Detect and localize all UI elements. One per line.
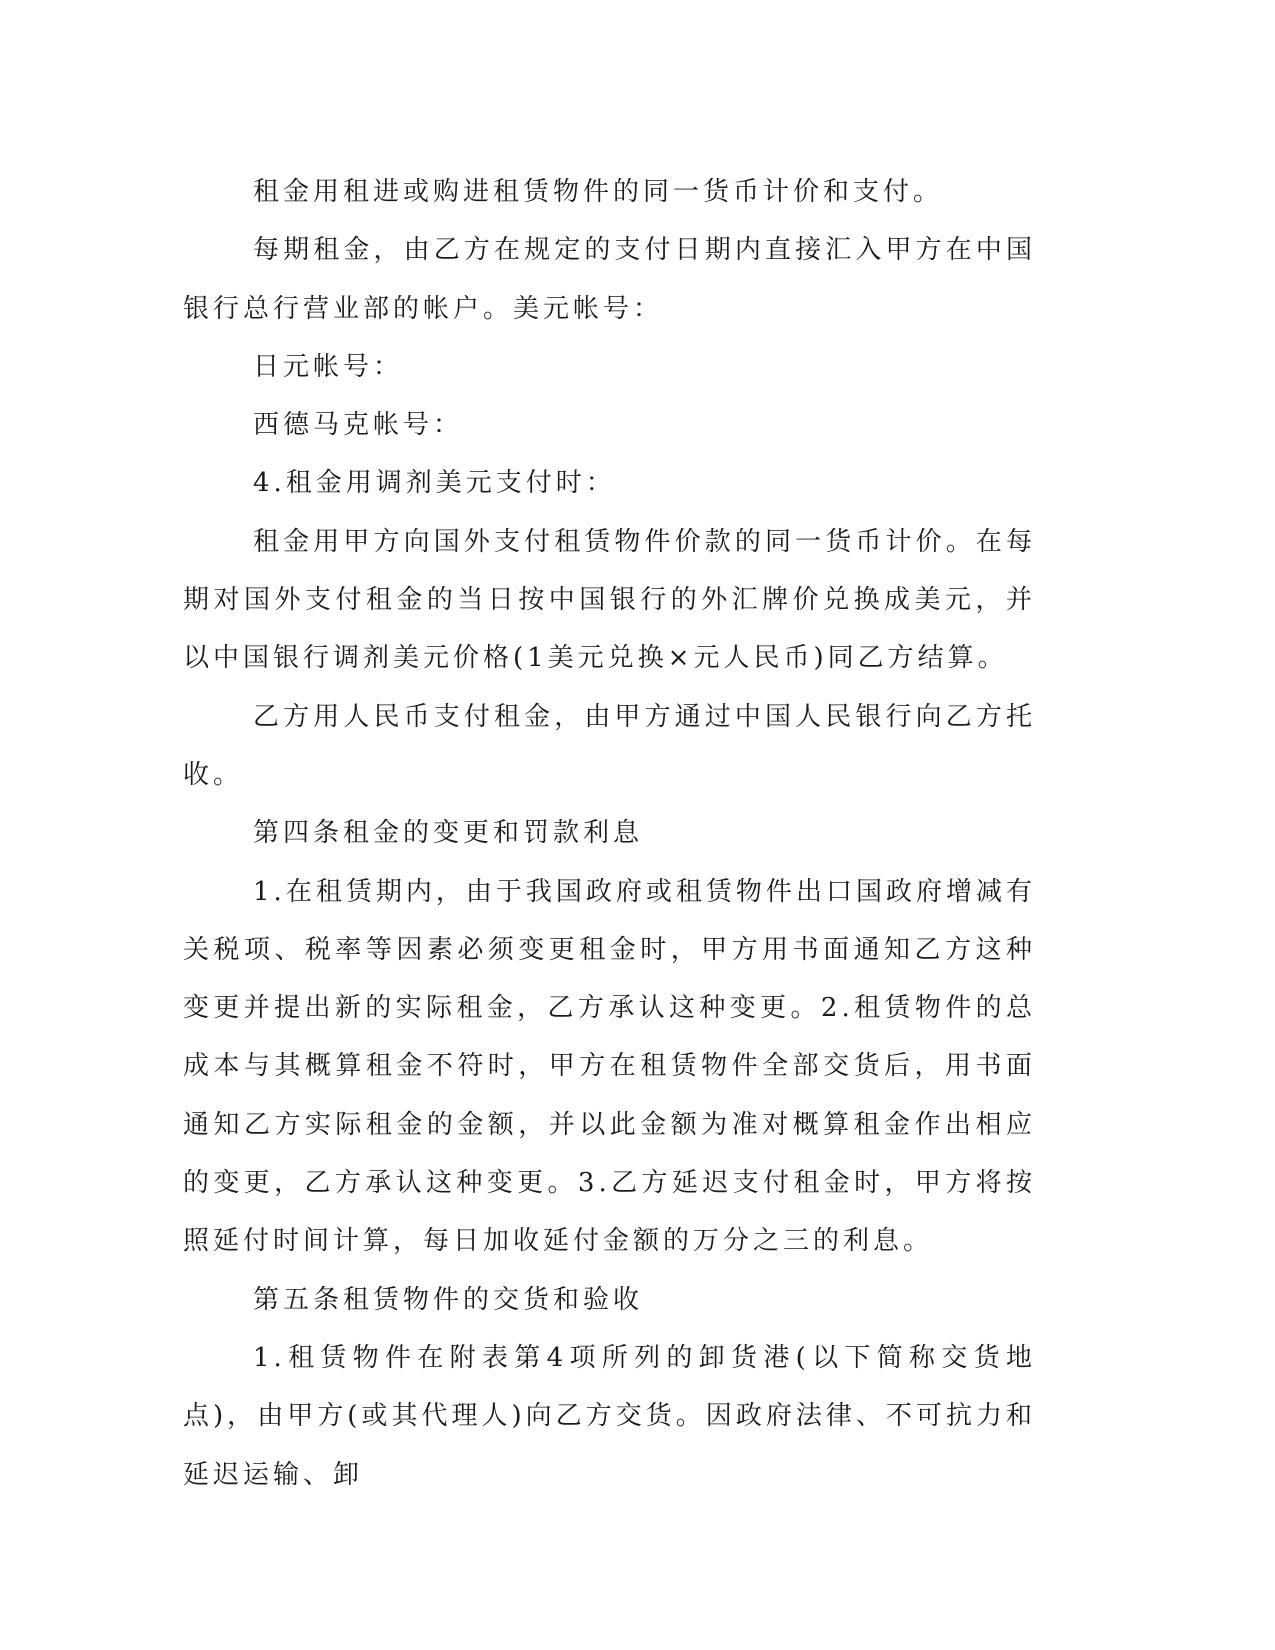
paragraph-rent-changes: 1.在租赁期内，由于我国政府或租赁物件出口国政府增减有关税项、税率等因素必须变更租金时，甲方用书面通知乙方这种变更并提出新的实际租金，乙方承认这种变更。2.租赁物件的总成本与其概算租金不符时，甲方在租赁物件全部交货后，用书面通知乙方实际租金的金额，并以此金额为准对概算租金作出相应的变更，乙方承认这种变更。3.乙方延迟支付租金时，甲方将按照延付时间计算，每日加收延付金额的万分之三的利息。 [183, 876, 1036, 1257]
document-body [183, 163, 1036, 1504]
paragraph-foreign-pricing: 租金用甲方向国外支付租赁物件价款的同一货币计价。在每期对国外支付租金的当日按中国银行的外汇牌价兑换成美元，并以中国银行调剂美元价格(1美元兑换×元人民币)同乙方结算。 [183, 526, 1036, 674]
paragraph-usd-adjustment: 4.租金用调剂美元支付时： [253, 468, 616, 499]
paragraph-dm-account: 西德马克帐号： [253, 410, 464, 441]
section-heading-article-5: 第五条租赁物件的交货和验收 [253, 1284, 644, 1315]
section-heading-article-4: 第四条租金的变更和罚款利息 [253, 818, 644, 849]
paragraph-delivery: 1.租赁物件在附表第4项所列的卸货港(以下简称交货地点)，由甲方(或其代理人)向乙方交货。因政府法律、不可抗力和延迟运输、卸 [183, 1342, 1036, 1490]
paragraph-currency: 租金用租进或购进租赁物件的同一货币计价和支付。 [253, 177, 944, 207]
paragraph-rmb-collection: 乙方用人民币支付租金，由甲方通过中国人民银行向乙方托收。 [183, 701, 1036, 790]
paragraph-payment-account: 每期租金，由乙方在规定的支付日期内直接汇入甲方在中国银行总行营业部的帐户。美元帐号： [183, 235, 1036, 324]
paragraph-yen-account: 日元帐号： [253, 351, 404, 382]
